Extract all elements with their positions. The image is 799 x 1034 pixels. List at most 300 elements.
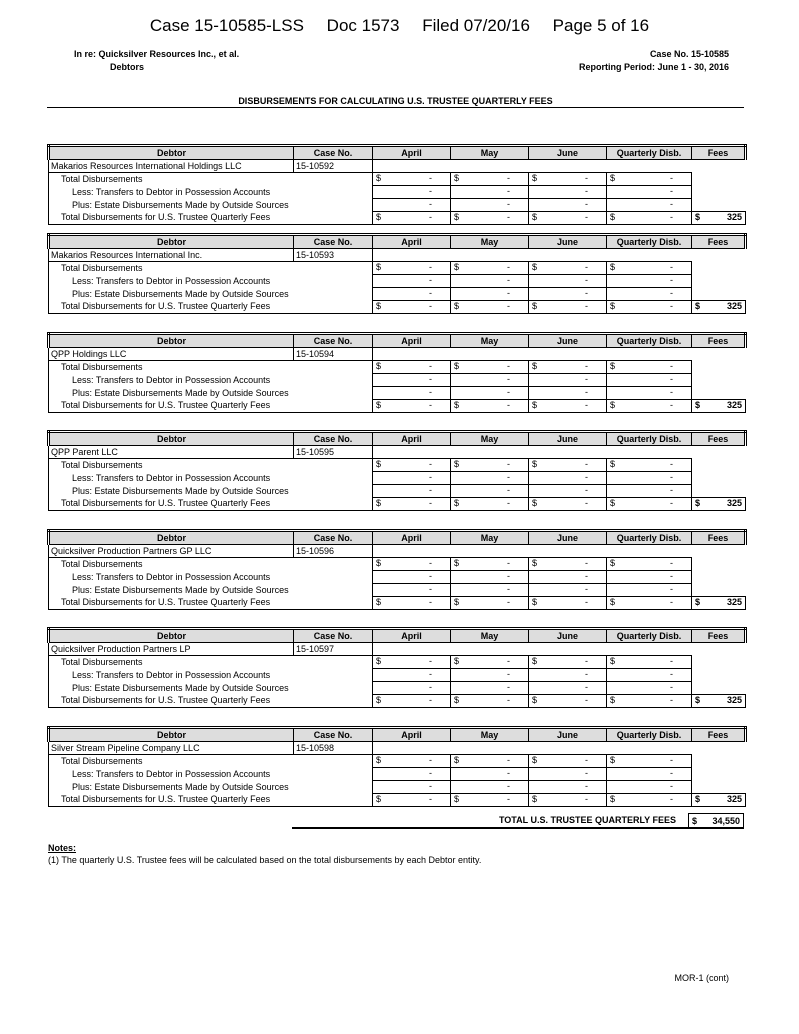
empty-cell	[529, 643, 607, 656]
empty-cell	[451, 545, 529, 558]
currency-symbol: $	[610, 361, 616, 371]
amount-cell	[529, 212, 607, 225]
row-label: Total Disbursements	[49, 262, 373, 275]
total-disbursements-row	[49, 361, 746, 374]
amount-value: -	[585, 498, 588, 508]
notes-title: Notes:	[48, 843, 77, 853]
amount-value: -	[507, 173, 510, 183]
empty-cell	[692, 249, 746, 262]
amount-value: -	[429, 794, 432, 804]
amount-cell	[607, 695, 692, 708]
amount-value: -	[507, 558, 510, 568]
amount-value: -	[429, 186, 432, 196]
amount-cell	[529, 682, 607, 695]
debtor-name: Quicksilver Production Partners LP	[49, 643, 294, 656]
currency-symbol: $	[532, 558, 538, 568]
column-header-april: April	[373, 728, 451, 742]
total-disbursements-row	[49, 262, 746, 275]
row-label: Plus: Estate Disbursements Made by Outside Sources	[49, 781, 373, 794]
amount-cell	[607, 584, 692, 597]
amount-value: -	[670, 472, 673, 482]
empty-cell	[692, 584, 746, 597]
amount-cell	[451, 498, 529, 511]
amount-value: -	[670, 755, 673, 765]
column-header-quarterly: Quarterly Disb.	[607, 235, 692, 249]
currency-symbol: $	[376, 361, 382, 371]
column-header-quarterly: Quarterly Disb.	[607, 728, 692, 742]
total-disbursements-row	[49, 558, 746, 571]
amount-value: -	[670, 794, 673, 804]
amount-value: -	[507, 669, 510, 679]
column-header-fees: Fees	[692, 432, 746, 446]
amount-value: -	[670, 186, 673, 196]
debtor-name: QPP Parent LLC	[49, 446, 294, 459]
row-label: Total Disbursements	[49, 755, 373, 768]
currency-symbol: $	[454, 262, 460, 272]
case-number-text: Case No. 15-10585	[649, 49, 729, 59]
currency-symbol: $	[376, 656, 382, 666]
amount-cell	[607, 387, 692, 400]
amount-cell	[607, 199, 692, 212]
empty-cell	[373, 348, 451, 361]
amount-cell	[451, 695, 529, 708]
amount-cell	[607, 485, 692, 498]
amount-value: -	[429, 387, 432, 397]
debtors-text: Debtors	[110, 62, 145, 72]
amount-cell	[373, 199, 451, 212]
fee-value: 325	[726, 498, 742, 508]
amount-cell	[529, 199, 607, 212]
empty-cell	[607, 545, 692, 558]
amount-value: -	[670, 682, 673, 692]
amount-value: -	[585, 262, 588, 272]
row-label: Total Disbursements	[49, 361, 373, 374]
amount-value: -	[670, 498, 673, 508]
debtor-name: Makarios Resources International Holdings LLC	[49, 160, 294, 173]
empty-cell	[692, 558, 746, 571]
amount-value: -	[670, 199, 673, 209]
amount-cell	[529, 656, 607, 669]
amount-cell	[529, 262, 607, 275]
amount-cell	[607, 374, 692, 387]
empty-cell	[607, 446, 692, 459]
total-disbursements-row	[49, 656, 746, 669]
debtor-case-number: 15-10596	[294, 545, 373, 558]
currency-symbol: $	[695, 212, 701, 222]
empty-cell	[692, 173, 746, 186]
amount-value: -	[585, 173, 588, 183]
plus-estate-row	[49, 682, 746, 695]
notes-section	[48, 842, 481, 866]
amount-value: -	[585, 669, 588, 679]
amount-cell	[451, 472, 529, 485]
amount-value: -	[429, 459, 432, 469]
currency-symbol: $	[532, 301, 538, 311]
amount-value: -	[670, 301, 673, 311]
empty-cell	[692, 755, 746, 768]
debtor-name-row	[49, 446, 746, 459]
amount-value: -	[507, 199, 510, 209]
row-label: Plus: Estate Disbursements Made by Outside Sources	[49, 288, 373, 301]
amount-value: -	[670, 768, 673, 778]
amount-cell	[451, 794, 529, 807]
empty-cell	[692, 781, 746, 794]
amount-value: -	[429, 755, 432, 765]
amount-value: -	[507, 794, 510, 804]
amount-value: -	[585, 374, 588, 384]
amount-cell	[451, 173, 529, 186]
amount-value: -	[507, 682, 510, 692]
currency-symbol: $	[610, 400, 616, 410]
amount-value: -	[670, 485, 673, 495]
plus-estate-row	[49, 781, 746, 794]
debtor-case-number: 15-10598	[294, 742, 373, 755]
row-label: Less: Transfers to Debtor in Possession Accounts	[49, 186, 373, 199]
amount-cell	[451, 275, 529, 288]
currency-symbol: $	[454, 173, 460, 183]
fee-cell	[692, 301, 746, 314]
less-transfers-row	[49, 275, 746, 288]
row-label: Total Disbursements for U.S. Trustee Quarterly Fees	[49, 498, 373, 511]
amount-cell	[529, 173, 607, 186]
row-label: Total Disbursements for U.S. Trustee Quarterly Fees	[49, 400, 373, 413]
column-header-may: May	[451, 334, 529, 348]
notes-text: (1) The quarterly U.S. Trustee fees will be calculated based on the total disbursements by each Debtor entity.	[48, 855, 482, 865]
amount-cell	[451, 361, 529, 374]
amount-value: -	[507, 186, 510, 196]
column-header-quarterly: Quarterly Disb.	[607, 334, 692, 348]
currency-symbol: $	[610, 262, 616, 272]
row-label: Plus: Estate Disbursements Made by Outside Sources	[49, 584, 373, 597]
amount-value: -	[429, 288, 432, 298]
amount-cell	[373, 288, 451, 301]
amount-value: -	[670, 361, 673, 371]
amount-value: -	[429, 199, 432, 209]
amount-cell	[451, 571, 529, 584]
amount-cell	[607, 682, 692, 695]
amount-value: -	[507, 262, 510, 272]
amount-cell	[607, 288, 692, 301]
currency-symbol: $	[695, 794, 701, 804]
currency-symbol: $	[376, 755, 382, 765]
currency-symbol: $	[610, 755, 616, 765]
amount-cell	[451, 597, 529, 610]
empty-cell	[451, 348, 529, 361]
debtor-name-row	[49, 545, 746, 558]
debtor-name: Makarios Resources International Inc.	[49, 249, 294, 262]
amount-value: -	[585, 695, 588, 705]
column-header-case-no: Case No.	[294, 146, 373, 160]
empty-cell	[692, 387, 746, 400]
amount-value: -	[585, 755, 588, 765]
empty-cell	[692, 643, 746, 656]
amount-value: -	[429, 361, 432, 371]
currency-symbol: $	[610, 173, 616, 183]
amount-cell	[373, 656, 451, 669]
amount-cell	[373, 682, 451, 695]
plus-estate-row	[49, 387, 746, 400]
currency-symbol: $	[454, 498, 460, 508]
amount-value: -	[585, 571, 588, 581]
trustee-fees-row	[49, 597, 746, 610]
amount-cell	[373, 695, 451, 708]
amount-value: -	[429, 301, 432, 311]
amount-value: -	[429, 485, 432, 495]
fee-value: 325	[726, 794, 742, 804]
amount-cell	[607, 262, 692, 275]
row-label: Plus: Estate Disbursements Made by Outside Sources	[49, 682, 373, 695]
amount-cell	[373, 794, 451, 807]
in-re-text: In re: Quicksilver Resources Inc., et al.	[74, 49, 240, 59]
empty-cell	[692, 768, 746, 781]
amount-cell	[373, 597, 451, 610]
empty-cell	[373, 545, 451, 558]
less-transfers-row	[49, 669, 746, 682]
total-disbursements-row	[49, 173, 746, 186]
amount-cell	[529, 768, 607, 781]
amount-cell	[451, 374, 529, 387]
row-label: Total Disbursements	[49, 173, 373, 186]
currency-symbol: $	[610, 794, 616, 804]
empty-cell	[607, 742, 692, 755]
row-label: Less: Transfers to Debtor in Possession Accounts	[49, 768, 373, 781]
amount-value: -	[670, 288, 673, 298]
case-info-header	[579, 48, 729, 74]
column-header-quarterly: Quarterly Disb.	[607, 531, 692, 545]
amount-value: -	[429, 498, 432, 508]
amount-value: -	[429, 400, 432, 410]
currency-symbol: $	[532, 361, 538, 371]
column-header-quarterly: Quarterly Disb.	[607, 432, 692, 446]
amount-value: -	[429, 571, 432, 581]
column-header-may: May	[451, 531, 529, 545]
column-header-may: May	[451, 235, 529, 249]
amount-value: -	[585, 656, 588, 666]
amount-cell	[373, 669, 451, 682]
amount-cell	[607, 656, 692, 669]
currency-symbol: $	[695, 695, 701, 705]
column-header-case-no: Case No.	[294, 629, 373, 643]
amount-value: -	[429, 472, 432, 482]
amount-value: -	[507, 485, 510, 495]
column-header-fees: Fees	[692, 629, 746, 643]
amount-cell	[373, 781, 451, 794]
grand-total-row	[292, 813, 744, 829]
amount-value: -	[585, 400, 588, 410]
currency-symbol: $	[376, 459, 382, 469]
amount-cell	[529, 571, 607, 584]
amount-value: -	[507, 275, 510, 285]
amount-value: -	[670, 597, 673, 607]
empty-cell	[529, 249, 607, 262]
fee-cell	[692, 400, 746, 413]
amount-cell	[373, 387, 451, 400]
column-header-fees: Fees	[692, 728, 746, 742]
less-transfers-row	[49, 571, 746, 584]
empty-cell	[373, 160, 451, 173]
in-re-header	[74, 48, 239, 74]
amount-value: -	[507, 387, 510, 397]
empty-cell	[692, 545, 746, 558]
column-header-fees: Fees	[692, 146, 746, 160]
court-filed-date: Filed 07/20/16	[422, 16, 530, 35]
currency-symbol: $	[376, 498, 382, 508]
column-header-debtor: Debtor	[49, 334, 294, 348]
amount-cell	[451, 387, 529, 400]
currency-symbol: $	[376, 301, 382, 311]
amount-value: -	[585, 781, 588, 791]
court-page-number: Page 5 of 16	[552, 16, 650, 35]
currency-symbol: $	[376, 212, 382, 222]
amount-cell	[607, 301, 692, 314]
amount-cell	[451, 558, 529, 571]
empty-cell	[451, 249, 529, 262]
empty-cell	[373, 643, 451, 656]
empty-cell	[692, 275, 746, 288]
currency-symbol: $	[695, 301, 701, 311]
empty-cell	[692, 199, 746, 212]
amount-cell	[373, 459, 451, 472]
amount-value: -	[585, 485, 588, 495]
amount-cell	[529, 794, 607, 807]
empty-cell	[373, 446, 451, 459]
column-header-fees: Fees	[692, 235, 746, 249]
amount-cell	[607, 571, 692, 584]
amount-value: -	[507, 212, 510, 222]
currency-symbol: $	[454, 794, 460, 804]
debtor-table	[47, 430, 747, 511]
currency-symbol: $	[376, 173, 382, 183]
column-header-june: June	[529, 629, 607, 643]
amount-value: -	[507, 781, 510, 791]
empty-cell	[451, 643, 529, 656]
grand-total-box	[688, 813, 744, 827]
currency-symbol: $	[376, 558, 382, 568]
debtor-table	[47, 726, 747, 807]
empty-cell	[692, 374, 746, 387]
currency-symbol: $	[610, 558, 616, 568]
debtor-name-row	[49, 348, 746, 361]
currency-symbol: $	[454, 597, 460, 607]
amount-cell	[529, 584, 607, 597]
fee-value: 325	[726, 301, 742, 311]
empty-cell	[607, 348, 692, 361]
amount-cell	[529, 755, 607, 768]
table-header-row	[49, 334, 746, 348]
amount-cell	[451, 584, 529, 597]
row-label: Total Disbursements for U.S. Trustee Quarterly Fees	[49, 695, 373, 708]
amount-value: -	[429, 656, 432, 666]
currency-symbol: $	[376, 400, 382, 410]
debtor-name: Quicksilver Production Partners GP LLC	[49, 545, 294, 558]
amount-value: -	[429, 173, 432, 183]
empty-cell	[692, 348, 746, 361]
empty-cell	[692, 186, 746, 199]
currency-symbol: $	[454, 656, 460, 666]
column-header-june: June	[529, 531, 607, 545]
amount-cell	[607, 768, 692, 781]
amount-cell	[373, 374, 451, 387]
amount-cell	[529, 695, 607, 708]
currency-symbol: $	[532, 656, 538, 666]
amount-cell	[529, 400, 607, 413]
amount-value: -	[507, 361, 510, 371]
row-label: Total Disbursements	[49, 459, 373, 472]
amount-cell	[529, 459, 607, 472]
currency-symbol: $	[532, 400, 538, 410]
column-header-debtor: Debtor	[49, 432, 294, 446]
amount-value: -	[670, 400, 673, 410]
currency-symbol: $	[695, 597, 701, 607]
amount-value: -	[507, 288, 510, 298]
amount-value: -	[507, 400, 510, 410]
column-header-june: June	[529, 432, 607, 446]
amount-cell	[529, 275, 607, 288]
trustee-fees-row	[49, 301, 746, 314]
empty-cell	[373, 249, 451, 262]
amount-cell	[373, 755, 451, 768]
amount-cell	[451, 669, 529, 682]
amount-cell	[529, 288, 607, 301]
fee-cell	[692, 498, 746, 511]
empty-cell	[692, 459, 746, 472]
amount-value: -	[585, 597, 588, 607]
empty-cell	[692, 160, 746, 173]
amount-cell	[373, 400, 451, 413]
amount-cell	[451, 768, 529, 781]
amount-cell	[529, 361, 607, 374]
table-header-row	[49, 235, 746, 249]
amount-cell	[451, 781, 529, 794]
amount-value: -	[585, 387, 588, 397]
currency-symbol: $	[532, 755, 538, 765]
amount-value: -	[585, 459, 588, 469]
debtor-table	[47, 332, 747, 413]
empty-cell	[529, 446, 607, 459]
amount-value: -	[507, 498, 510, 508]
amount-cell	[607, 794, 692, 807]
less-transfers-row	[49, 186, 746, 199]
amount-cell	[373, 361, 451, 374]
empty-cell	[692, 656, 746, 669]
row-label: Total Disbursements	[49, 656, 373, 669]
amount-value: -	[429, 669, 432, 679]
column-header-may: May	[451, 629, 529, 643]
amount-cell	[529, 387, 607, 400]
debtor-table	[47, 144, 747, 225]
column-header-quarterly: Quarterly Disb.	[607, 146, 692, 160]
amount-cell	[451, 288, 529, 301]
amount-cell	[451, 400, 529, 413]
column-header-april: April	[373, 432, 451, 446]
amount-value: -	[429, 695, 432, 705]
empty-cell	[692, 361, 746, 374]
currency-symbol: $	[532, 794, 538, 804]
amount-cell	[607, 186, 692, 199]
debtor-case-number: 15-10597	[294, 643, 373, 656]
court-case-number: Case 15-10585-LSS	[149, 16, 304, 35]
amount-cell	[529, 301, 607, 314]
amount-cell	[373, 301, 451, 314]
grand-total-currency: $	[692, 816, 698, 826]
amount-cell	[607, 459, 692, 472]
empty-cell	[692, 288, 746, 301]
amount-value: -	[585, 199, 588, 209]
empty-cell	[692, 682, 746, 695]
amount-cell	[373, 275, 451, 288]
amount-cell	[607, 558, 692, 571]
column-header-may: May	[451, 728, 529, 742]
